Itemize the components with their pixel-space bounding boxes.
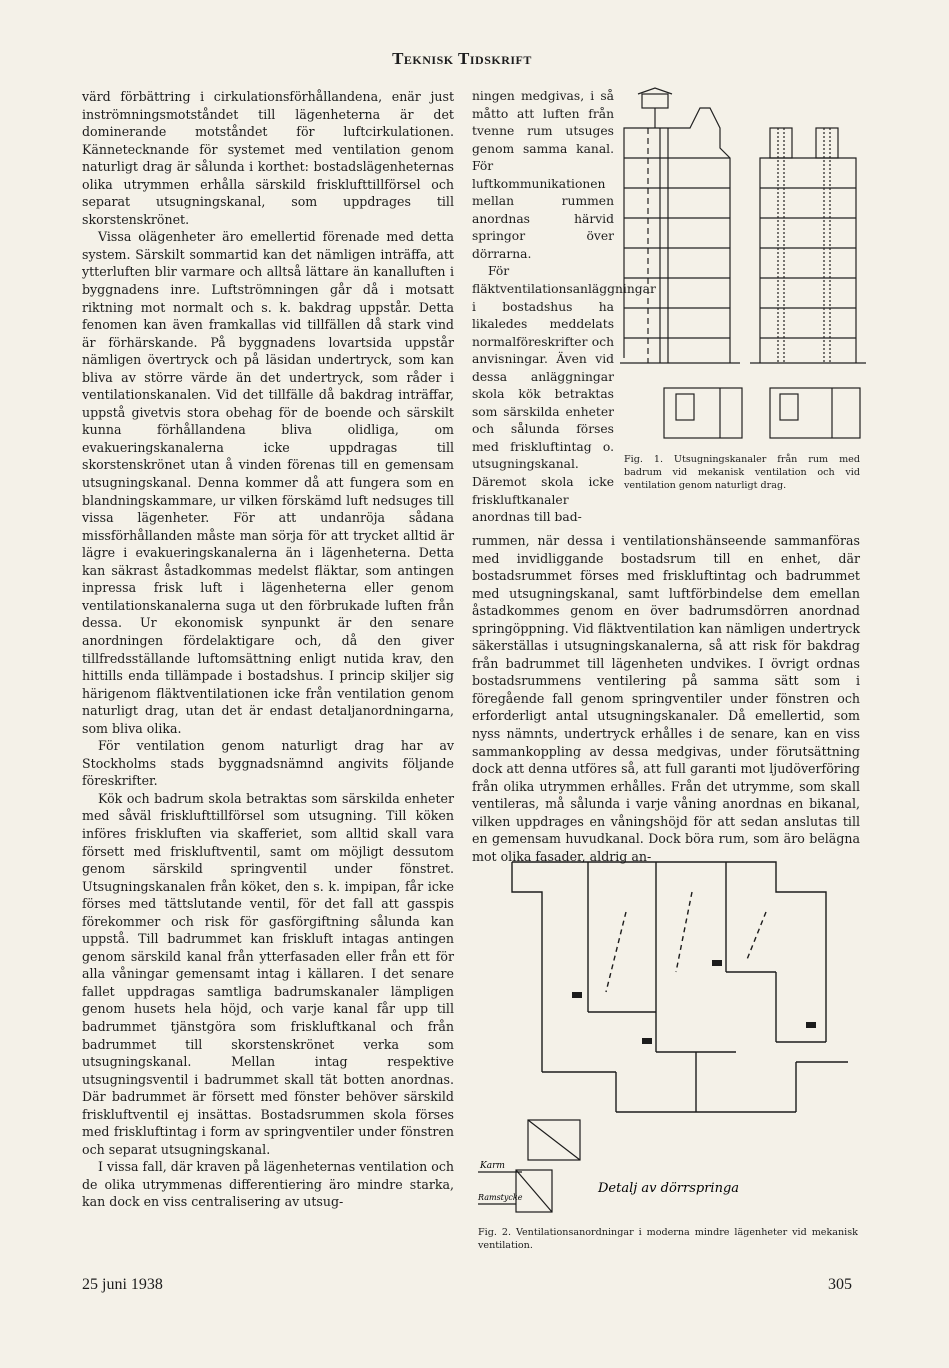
paragraph: Vissa olägenheter äro emellertid förenade med detta system. Särskilt sommartid kan det nämligen inträffa, att ytterluften blir varmare och alltså lättare än kanalluften i byggnadens inre. Luftströmningen går då i motsatt riktning mot normalt och s. k. bakdrag uppstår. Detta fenomen kan även framkallas vid tillfällen då stark vind är förhärskande. På byggnadens lovartsida uppstår nämligen övertryck och på läsidan undertryck, som kan bliva av större värde än det undertryck, som råder i ventilationskanalen. Vid det tillfälle då bakdrag inträffar, uppstå givetvis stora obehag för de boende och särskilt kunna förhållandena bliva olidliga, om evakueringskanalerna icke uppdragas till skorstenskrönet utan å vinden förenas till en gemensam utsugningskanal. Denna kommer då att fungera som en blandningskammare, ur vilken förskämd luft nedsuges till vissa lägenheter. För att undanröja sådana missförhållanden måste man sörja för att trycket alltid är lägre i evakueringskanalerna än i lägenheterna. Detta kan säkrast åstadkommas medelst fläktar, som antingen inpressa frisk luft i lägenheterna eller genom ventilationskanalerna suga ut den förbrukade luften från dessa. Ur ekonomisk synpunkt är den senare anordningen fördelaktigare och, då den giver tillfredsställande luftomsättning enligt nutida krav, den hittills enda tillämpade i bostadshus. I princip skiljer sig härigenom fläktventilationen icke från ventilation genom naturligt drag, utan det är endast detaljanordningarna, som bliva olika. [82,229,454,736]
figure-2-caption: Fig. 2. Ventilationsanordningar i moderna mindre lägenheter vid mekanisk ventilation. [478,1227,858,1251]
figure-1-drawing [620,88,868,450]
paragraph: För ventilation genom naturligt drag har av Stockholms stads byggnadsnämnd angivits följande föreskrifter. [82,738,454,789]
label-ramstycke: Ramstycke [478,1193,523,1202]
page-number: 305 [828,1276,852,1293]
paragraph: För fläktventilationsanläggningar i bostadshus ha likaledes meddelats normalföreskrifter och anvisningar. Även vid dessa anläggningar skola kök betraktas som särskilda enheter och sålunda förses med friskluftintag o. utsugningskanal. Däremot skola icke friskluftkanaler anordnas till bad- [472,264,656,525]
paragraph: Kök och badrum skola betraktas som särskilda enheter med såväl frisklufttillförsel som utsugning. Till köken införes friskluften via skafferiet, som alltid skall vara försett med friskluftventil, samt om möjligt dessutom genom särskild springventil under fönstret. Utsugningskanalen från köket, den s. k. impipan, får icke förses med tättslutande ventil, för det fall att gasspis förekommer och risk för gasförgiftning sålunda kan uppstå. Till badrummet kan friskluft intagas antingen genom särskild kanal från ytterfasaden eller från ett för alla våningar gemensamt intag i källaren. I det senare fallet uppdragas samtliga badrumskanaler lämpligen genom husets hela höjd, och varje kanal får upp till badrummet tjänstgöra som friskluftkanal och från badrummet till skorstenskrönet verka som utsugningskanal. Mellan intag respektive utsugningsventil i badrummet skall tät botten anordnas. Där badrummet är försett med fönster behöver särskild friskluftventil ej insättas. Bostadsrummen skola förses med friskluftintag i form av springventiler under fönstren och separat utsugningskanal. [82,790,454,1157]
right-column-full: rummen, när dessa i ventilationshänseende sammanföras med invidliggande bostadsrum till en enhet, där bostadsrummet förses med friskluftintag och badrummet med utsugningskanal, samt luftförbindelse dem emellan åstadkommes genom en över badrumsdörren anordnad springöppning. Vid fläktventilation kan nämligen undertryck säkerställas i utsugningskanalerna, så att risk för bakdrag från badrummet till lägenheten undvikes. I övrigt ordnas bostadsrummens ventilering på samma sätt som i föregående fall genom springventiler under fönstren och erforderligt antal utsugningskanaler. Då emellertid, som nyss nämnts, undertryck erhålles i de senare, kan en viss sammankoppling av dessa medgivas, under förutsättning dock att denna utföres så, att full garanti mot ljudöverföring från olika utrymmen erhålles. Från det utrymme, som skall ventileras, må sålunda i varje våning anordnas en bikanal, vilken uppdrages en våningshöjd för att sedan anslutas till en gemensam huvudkanal. Dock böra rum, som äro belägna mot olika fasader, aldrig an- [472,533,860,864]
paragraph: värd förbättring i cirkulationsförhållandena, enär just inströmningsmotståndet till lägenheterna är det dominerande motståndet för luftcirkulationen. Kännetecknande för systemet med ventilation genom naturligt drag är sålunda i korthet: bostadslägenheternas olika utrymmen erhålla särskild frisklufttillförsel och separat utsugningskanal, som uppdrages till skorstenskrönet. [82,89,454,227]
label-karm: Karm [480,1161,505,1171]
paragraph: ningen medgivas, i så måtto att luften från tvenne rum utsuges genom samma kanal. För luftkommunikationen mellan rummen anordnas härvid springor över dörrarna. [472,89,614,261]
figure-1-caption: Fig. 1. Utsugningskanaler från rum med badrum vid mekanisk ventilation och vid ventilation genom naturligt drag. [624,454,860,491]
right-column-narrow [472,88,656,527]
footer-date: 25 juni 1938 [82,1276,163,1293]
left-column [82,88,454,1211]
paragraph: I vissa fall, där kraven på lägenheternas ventilation och de olika utrymmenas differentiering äro mindre starka, kan dock en viss centralisering av utsug- [82,1159,454,1210]
masthead-title: Teknisk Tidskrift [392,49,532,68]
figure-2-drawing [476,852,866,1222]
detail-title: Detalj av dörrspringa [598,1181,740,1196]
